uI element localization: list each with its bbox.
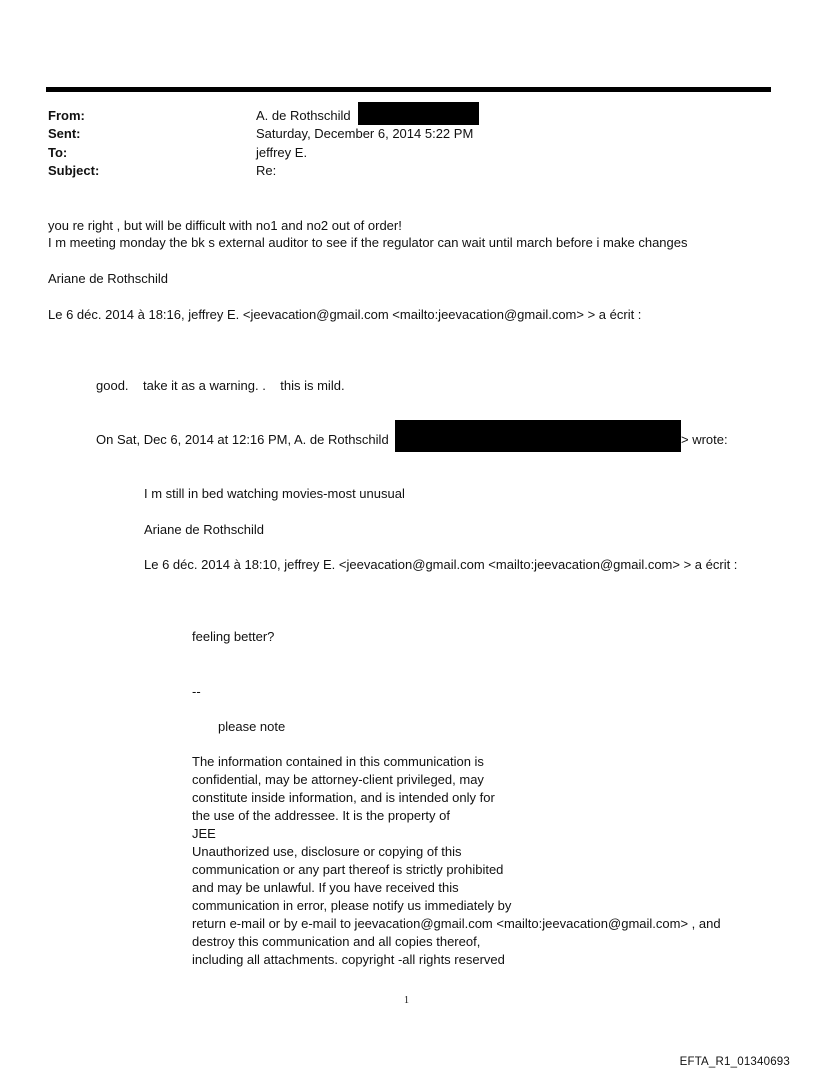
- disclaimer-line: communication or any part thereof is strictly prohibited: [192, 862, 504, 877]
- quote-header-1: Le 6 déc. 2014 à 18:16, jeffrey E. <jeevacation@gmail.com <mailto:jeevacation@gmail.com> > a écrit :: [48, 307, 642, 322]
- reply-1: good. take it as a warning. . this is mild.: [96, 378, 345, 393]
- redaction-block: [358, 102, 479, 125]
- redaction-block: [395, 420, 681, 452]
- disclaimer-line: destroy this communication and all copies thereof,: [192, 934, 481, 949]
- on-sat-suffix: > wrote:: [681, 432, 728, 447]
- to-value: jeffrey E.: [256, 145, 308, 160]
- disclaimer-line: JEE: [192, 826, 216, 841]
- body-line-1: you re right , but will be difficult with no1 and no2 out of order!: [48, 218, 402, 233]
- from-value: A. de Rothschild: [256, 108, 351, 123]
- quote-header-2: Le 6 déc. 2014 à 18:10, jeffrey E. <jeevacation@gmail.com <mailto:jeevacation@gmail.com> > a écrit :: [144, 557, 738, 572]
- disclaimer-line: Unauthorized use, disclosure or copying of this: [192, 844, 462, 859]
- disclaimer-line: and may be unlawful. If you have received this: [192, 880, 459, 895]
- disclaimer-line: constitute inside information, and is intended only for: [192, 790, 495, 805]
- from-label: From:: [48, 108, 85, 123]
- header-rule: [46, 87, 771, 92]
- signature-2: Ariane de Rothschild: [144, 522, 264, 537]
- page-number: 1: [404, 995, 409, 1006]
- feeling-line: feeling better?: [192, 629, 275, 644]
- nested-line: I m still in bed watching movies-most unusual: [144, 486, 405, 501]
- document-id: EFTA_R1_01340693: [679, 1056, 790, 1068]
- sent-value: Saturday, December 6, 2014 5:22 PM: [256, 126, 474, 141]
- subject-label: Subject:: [48, 163, 100, 178]
- disclaimer-line: communication in error, please notify us immediately by: [192, 898, 512, 913]
- sent-label: Sent:: [48, 126, 81, 141]
- subject-value: Re:: [256, 163, 277, 178]
- disclaimer-line: confidential, may be attorney-client privileged, may: [192, 772, 484, 787]
- disclaimer-line: The information contained in this communication is: [192, 754, 484, 769]
- to-label: To:: [48, 145, 68, 160]
- dashes: --: [192, 684, 201, 699]
- on-sat-prefix: On Sat, Dec 6, 2014 at 12:16 PM, A. de Rothschild: [96, 432, 389, 447]
- disclaimer-line: including all attachments. copyright -all rights reserved: [192, 952, 505, 967]
- body-line-2: I m meeting monday the bk s external auditor to see if the regulator can wait until march before i make changes: [48, 235, 688, 250]
- disclaimer-line: the use of the addressee. It is the property of: [192, 808, 450, 823]
- signature-1: Ariane de Rothschild: [48, 271, 168, 286]
- please-note: please note: [218, 719, 286, 734]
- disclaimer-line: return e-mail or by e-mail to jeevacation@gmail.com <mailto:jeevacation@gmail.com> , and: [192, 916, 721, 931]
